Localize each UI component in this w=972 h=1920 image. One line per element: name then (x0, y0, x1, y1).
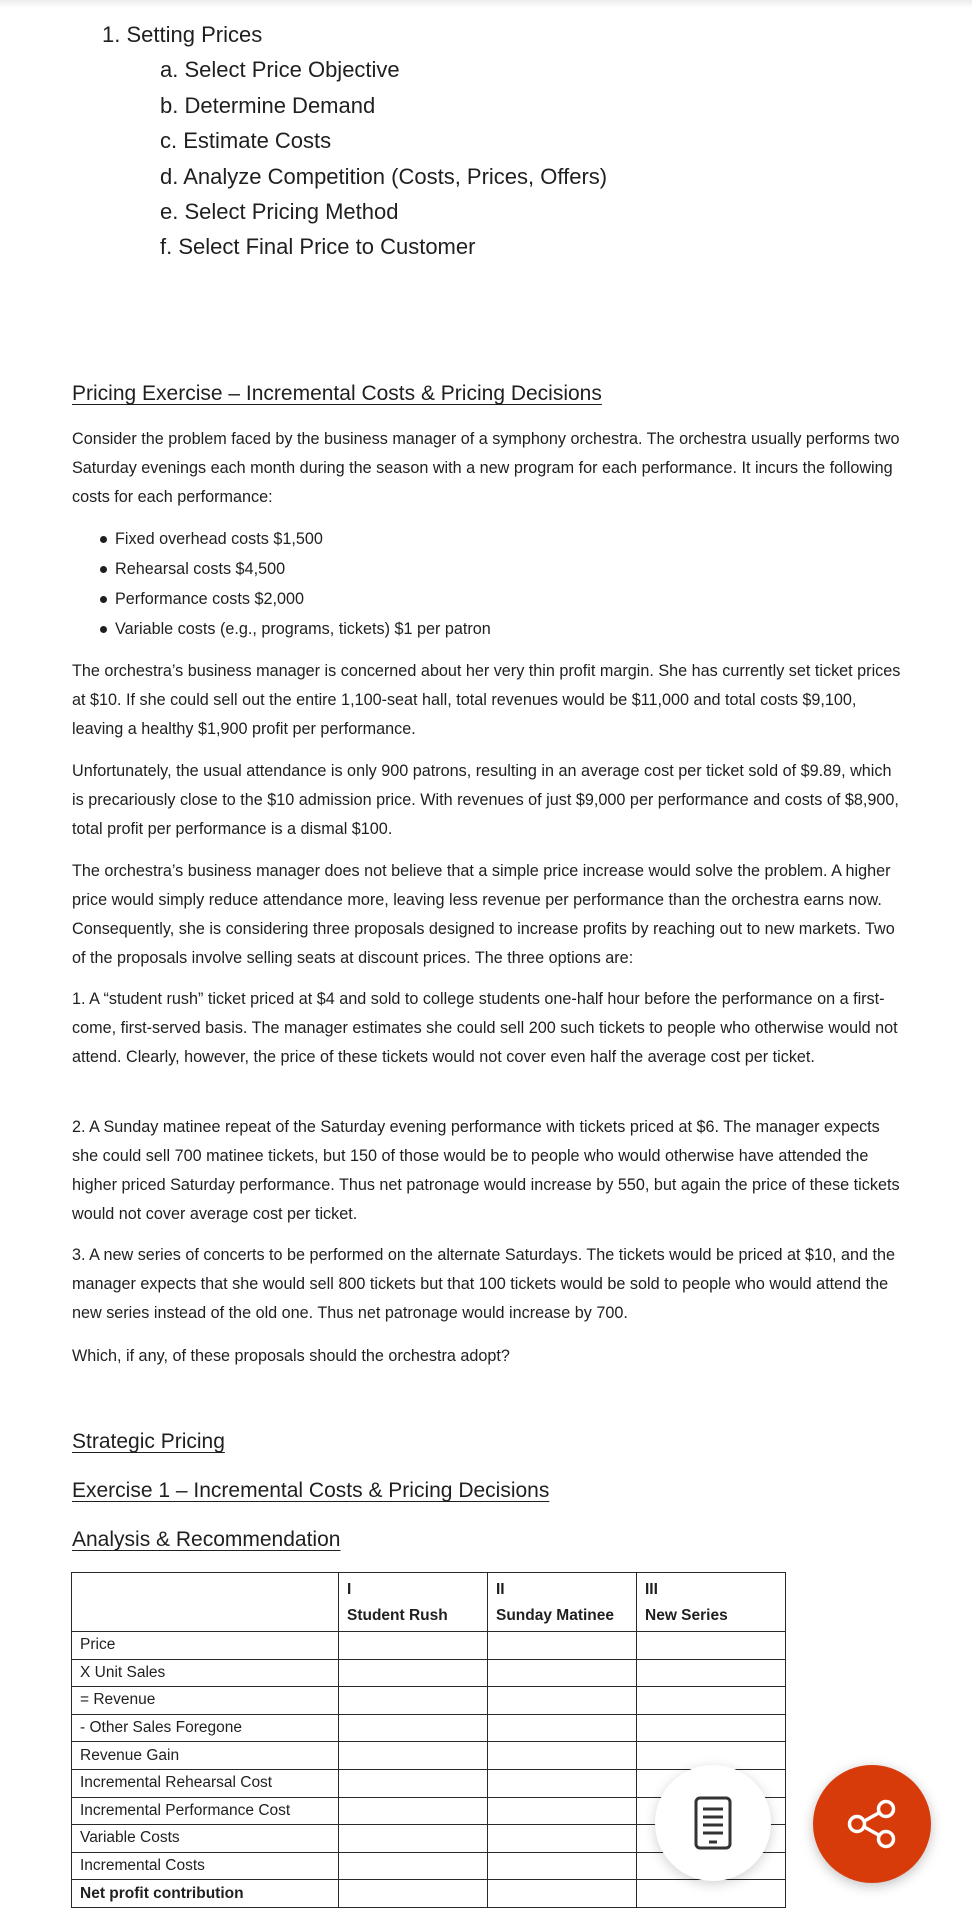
reader-mode-button[interactable] (655, 1765, 771, 1881)
outline-item: d. Analyze Competition (Costs, Prices, Offers) (160, 164, 608, 189)
table-cell (637, 1687, 786, 1715)
column-roman: II (496, 1581, 505, 1598)
row-label: Net profit contribution (72, 1880, 339, 1908)
cost-bullet-list (100, 524, 491, 644)
row-label: Price (72, 1632, 339, 1660)
table-cell (339, 1769, 488, 1797)
table-cell (339, 1659, 488, 1687)
bullet-dot-icon (100, 596, 107, 603)
bullet-text: Fixed overhead costs $1,500 (115, 530, 323, 548)
column-label: Student Rush (347, 1607, 448, 1624)
bullet-dot-icon (100, 626, 107, 633)
table-row (72, 1880, 786, 1908)
table-cell (488, 1797, 637, 1825)
table-row (72, 1714, 786, 1742)
bullet-item (100, 524, 491, 554)
paragraph-attendance: Unfortunately, the usual attendance is only 900 patrons, resulting in an average cost per ticket sold of $9.89, which is precariously close to the $10 admission price. With revenues of just $9,000 per performance and costs of $8,900, total profit per performance is a dismal $100. (72, 762, 899, 838)
option-student-rush: 1. A “student rush” ticket priced at $4 and sold to college students one-half hour before the performance on a first-come, first-served basis. The manager estimates she could sell 200 such tickets to people who otherwise would not attend. Clearly, however, the price of these tickets would not cover even half the average cost per ticket. (72, 990, 898, 1066)
option-new-series: 3. A new series of concerts to be performed on the alternate Saturdays. The tickets would be priced at $10, and the manager expects that she would sell 800 tickets but that 100 tickets would be sold to people who would attend the new series instead of the old one. Thus net patronage would increase by 700. (72, 1246, 896, 1322)
table-cell (637, 1632, 786, 1660)
column-roman: III (645, 1581, 658, 1598)
row-label: X Unit Sales (72, 1659, 339, 1687)
table-row (72, 1659, 786, 1687)
bullet-dot-icon (100, 566, 107, 573)
row-label: Incremental Rehearsal Cost (72, 1769, 339, 1797)
table-cell (488, 1852, 637, 1880)
column-header (488, 1573, 637, 1632)
table-cell (339, 1714, 488, 1742)
outline-heading: 1. Setting Prices (102, 22, 263, 47)
share-icon (843, 1795, 901, 1853)
table-cell (637, 1880, 786, 1908)
row-label: Revenue Gain (72, 1742, 339, 1770)
outline-item: a. Select Price Objective (160, 57, 400, 82)
bullet-text: Rehearsal costs $4,500 (115, 560, 286, 578)
row-label: Incremental Costs (72, 1852, 339, 1880)
exercise-1-heading: Exercise 1 – Incremental Costs & Pricing Decisions (72, 1479, 550, 1502)
analysis-heading: Analysis & Recommendation (72, 1528, 341, 1551)
table-cell (637, 1659, 786, 1687)
table-cell (488, 1742, 637, 1770)
column-label: Sunday Matinee (496, 1607, 614, 1624)
table-cell (488, 1687, 637, 1715)
question-paragraph: Which, if any, of these proposals should the orchestra adopt? (72, 1347, 510, 1365)
table-cell (339, 1797, 488, 1825)
exercise-title: Pricing Exercise – Incremental Costs & Pricing Decisions (72, 382, 602, 405)
option-sunday-matinee: 2. A Sunday matinee repeat of the Saturday evening performance with tickets priced at $6. The manager expects she could sell 700 matinee tickets, but 150 of those would be to people who would otherwise have attended the higher priced Saturday performance. Thus net patronage would increase by 550, but again the price of these tickets would not cover average cost per ticket. (72, 1118, 900, 1223)
bullet-item (100, 584, 491, 614)
outline-item: c. Estimate Costs (160, 128, 332, 153)
row-label: = Revenue (72, 1687, 339, 1715)
table-cell (339, 1852, 488, 1880)
table-row (72, 1742, 786, 1770)
table-cell (637, 1714, 786, 1742)
strategic-pricing-heading: Strategic Pricing (72, 1430, 225, 1453)
intro-paragraph: Consider the problem faced by the business manager of a symphony orchestra. The orchestra usually performs two Saturday evenings each month during the season with a new program for each performance. It incurs the following costs for each performance: (72, 430, 900, 506)
column-header (637, 1573, 786, 1632)
table-row (72, 1632, 786, 1660)
bullet-text: Variable costs (e.g., programs, tickets) $1 per patron (115, 620, 491, 638)
table-cell (339, 1632, 488, 1660)
table-cell (488, 1714, 637, 1742)
table-cell (488, 1825, 637, 1853)
table-cell (339, 1687, 488, 1715)
table-cell (339, 1880, 488, 1908)
table-cell (488, 1880, 637, 1908)
column-label: New Series (645, 1607, 728, 1624)
reader-mode-icon (693, 1796, 733, 1850)
outline-item: b. Determine Demand (160, 93, 376, 118)
table-cell (488, 1769, 637, 1797)
row-label: - Other Sales Foregone (72, 1714, 339, 1742)
column-roman: I (347, 1581, 352, 1598)
table-header-row (72, 1573, 786, 1632)
column-header (339, 1573, 488, 1632)
outline-item: e. Select Pricing Method (160, 199, 399, 224)
table-cell (488, 1659, 637, 1687)
top-shadow (0, 0, 972, 8)
row-label: Variable Costs (72, 1825, 339, 1853)
table-cell (488, 1632, 637, 1660)
bullet-dot-icon (100, 536, 107, 543)
bullet-item (100, 614, 491, 644)
table-cell (339, 1742, 488, 1770)
share-button[interactable] (813, 1765, 931, 1883)
table-row (72, 1687, 786, 1715)
table-cell (339, 1825, 488, 1853)
bullet-text: Performance costs $2,000 (115, 590, 304, 608)
row-label: Incremental Performance Cost (72, 1797, 339, 1825)
outline-item: f. Select Final Price to Customer (160, 234, 476, 259)
paragraph-proposals: The orchestra’s business manager does not believe that a simple price increase would solve the problem. A higher price would simply reduce attendance more, leaving less revenue per performance than the orchestra earns now. Consequently, she is considering three proposals designed to increase profits by reaching out to new markets. Two of the proposals involve selling seats at discount prices. The three options are: (72, 862, 895, 967)
table-header-blank (72, 1573, 339, 1632)
bullet-item (100, 554, 491, 584)
paragraph-margin: The orchestra’s business manager is concerned about her very thin profit margin. She has currently set ticket prices at $10. If she could sell out the entire 1,100-seat hall, total revenues would be $11,000 and total costs $9,100, leaving a healthy $1,900 profit per performance. (72, 662, 901, 738)
